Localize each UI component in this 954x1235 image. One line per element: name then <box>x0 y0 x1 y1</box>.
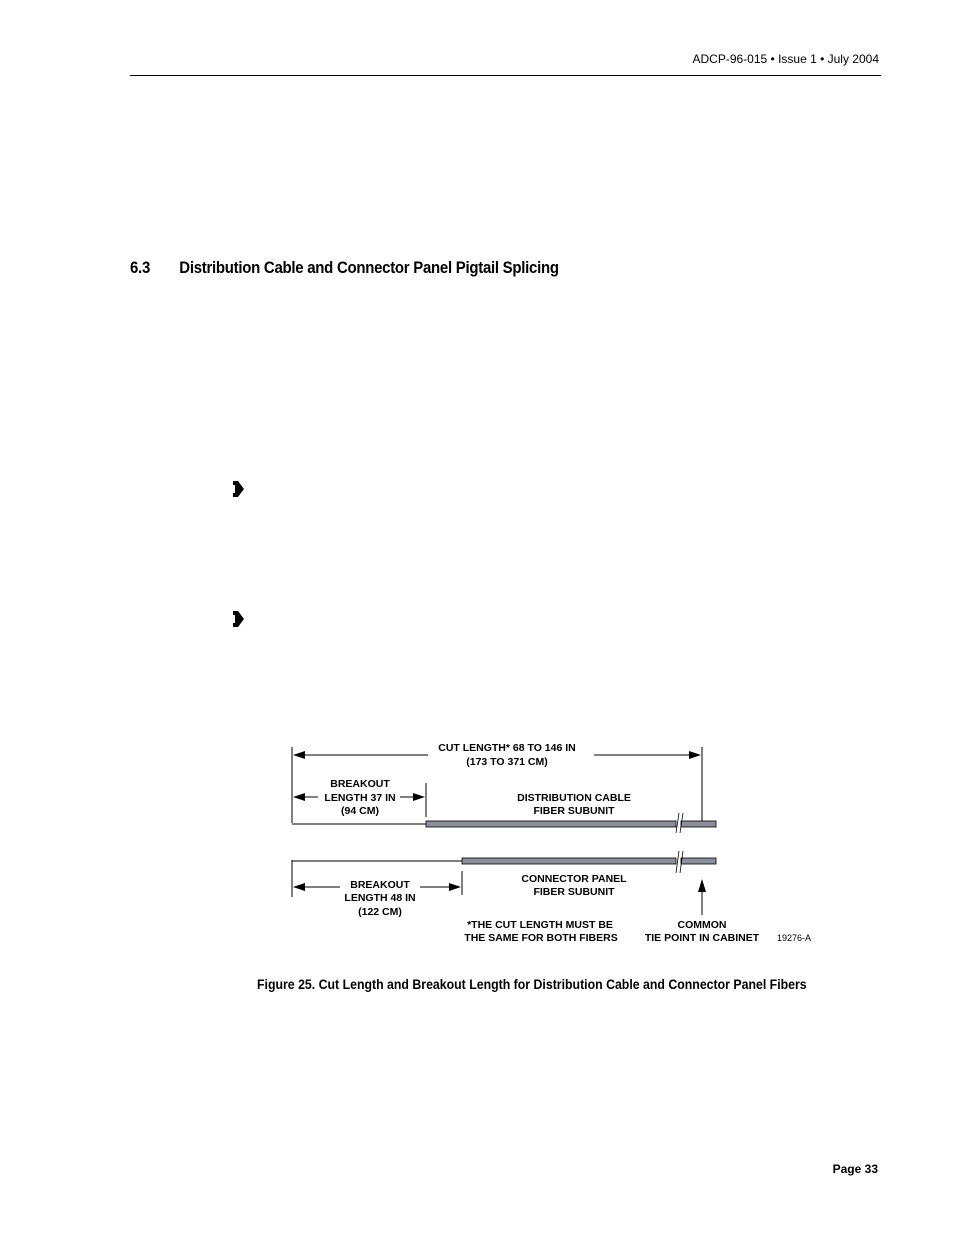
section-number: 6.3 <box>130 258 151 277</box>
distribution-fiber-subunit-end <box>681 821 716 827</box>
tie-point-arrowhead <box>698 879 706 892</box>
common-tie-point-label-line2: TIE POINT IN CABINET <box>644 932 760 944</box>
drawing-number: 19276-A <box>777 933 812 943</box>
header-divider <box>130 75 881 76</box>
top-breakout-metric-label: (94 CM) <box>341 805 379 817</box>
bottom-breakout-arrowhead-right <box>449 883 461 891</box>
distribution-subunit-label: FIBER SUBUNIT <box>533 805 615 817</box>
section-title: Distribution Cable and Connector Panel Pigtail Splicing <box>179 258 559 277</box>
cut-length-note: *THE CUT LENGTH MUST BE <box>467 919 613 931</box>
cut-length-note-line2: THE SAME FOR BOTH FIBERS <box>464 932 618 944</box>
note-arrow-icon <box>231 610 245 628</box>
cut-length-metric-label: (173 TO 371 CM) <box>466 756 548 768</box>
top-breakout-label: BREAKOUT <box>330 778 390 790</box>
break-mark <box>676 851 679 873</box>
cut-length-arrowhead-left <box>293 751 305 759</box>
distribution-cable-label: DISTRIBUTION CABLE <box>517 792 631 804</box>
bottom-breakout-label: BREAKOUT <box>350 879 410 891</box>
page-number: Page 33 <box>832 1162 878 1176</box>
top-breakout-length-label: LENGTH 37 IN <box>324 792 396 804</box>
top-breakout-arrowhead-right <box>413 793 425 801</box>
distribution-fiber-subunit <box>426 821 676 827</box>
section-heading <box>130 258 559 278</box>
break-mark <box>676 813 679 833</box>
bottom-breakout-arrowhead-left <box>293 883 305 891</box>
cut-length-figure <box>280 735 840 950</box>
top-breakout-arrowhead-left <box>293 793 305 801</box>
cut-length-label: CUT LENGTH* 68 TO 146 IN <box>438 742 576 754</box>
connector-subunit-label: FIBER SUBUNIT <box>533 886 615 898</box>
note-arrow-icon <box>231 480 245 498</box>
bottom-breakout-metric-label: (122 CM) <box>358 906 402 918</box>
connector-panel-label: CONNECTOR PANEL <box>521 873 627 885</box>
figure-caption: Figure 25. Cut Length and Breakout Length for Distribution Cable and Connector Panel Fibers <box>257 976 807 992</box>
header-document-id: ADCP-96-015 • Issue 1 • July 2004 <box>692 52 879 66</box>
connector-fiber-subunit-end <box>681 858 716 864</box>
connector-fiber-subunit <box>462 858 676 864</box>
cut-length-arrowhead-right <box>689 751 701 759</box>
bottom-breakout-length-label: LENGTH 48 IN <box>344 892 416 904</box>
common-tie-point-label: COMMON <box>677 919 727 931</box>
